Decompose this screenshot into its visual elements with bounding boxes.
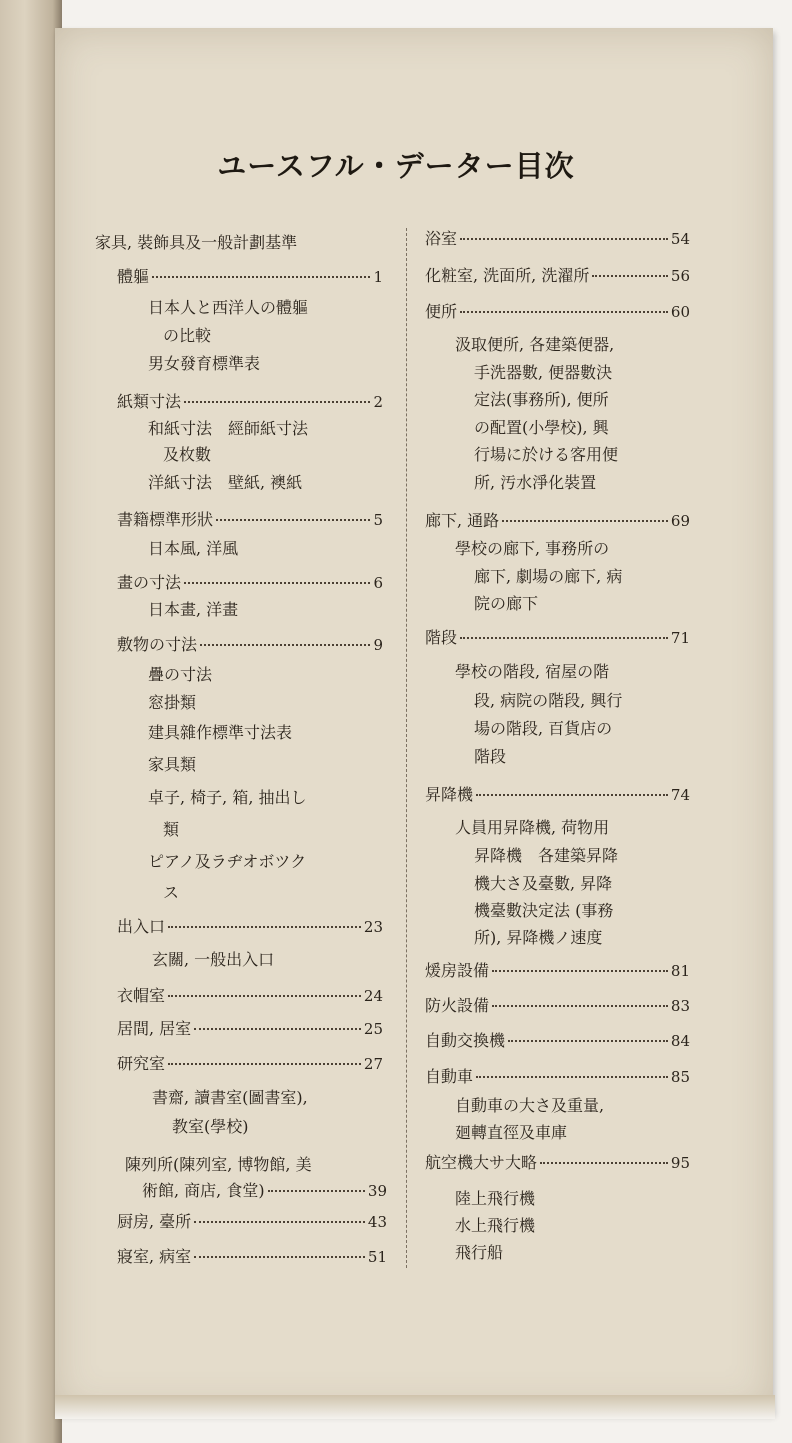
toc-entry-page: 27 bbox=[363, 1055, 383, 1073]
dot-leader bbox=[492, 969, 668, 972]
dot-leader bbox=[184, 400, 370, 403]
dot-leader bbox=[194, 1220, 365, 1223]
toc-entry-label: 防火設備 bbox=[425, 996, 490, 1015]
toc-entry[interactable] bbox=[425, 782, 690, 808]
toc-entry[interactable] bbox=[117, 570, 383, 596]
dot-leader bbox=[476, 1075, 668, 1078]
toc-subline: 人員用昇降機, 荷物用 bbox=[455, 818, 610, 837]
toc-subline: 陳列所(陳列室, 博物館, 美 bbox=[125, 1155, 312, 1174]
toc-entry[interactable] bbox=[425, 993, 690, 1019]
dot-leader bbox=[168, 994, 361, 997]
column-divider bbox=[406, 228, 407, 1268]
toc-subline: 行場に於ける客用便 bbox=[474, 445, 619, 464]
dot-leader bbox=[168, 1062, 361, 1065]
toc-entry-page: 9 bbox=[373, 636, 383, 654]
dot-leader bbox=[184, 581, 370, 584]
toc-entry[interactable] bbox=[425, 226, 690, 252]
toc-entry-label: 居間, 居室 bbox=[117, 1019, 192, 1038]
toc-entry-label: 寢室, 病室 bbox=[117, 1247, 192, 1266]
toc-entry-page: 83 bbox=[670, 997, 690, 1015]
toc-entry[interactable] bbox=[117, 983, 383, 1009]
toc-entry-page: 69 bbox=[670, 512, 690, 530]
toc-entry-page: 43 bbox=[367, 1213, 387, 1231]
toc-subline: 汲取便所, 各建築便器, bbox=[455, 335, 615, 354]
toc-subline: 書齋, 讀書室(圖書室), bbox=[152, 1088, 308, 1107]
toc-entry-label: 自動車 bbox=[425, 1067, 474, 1086]
toc-entry[interactable] bbox=[425, 1064, 690, 1090]
toc-entry-page: 5 bbox=[373, 511, 383, 529]
toc-entry-label: 浴室 bbox=[425, 229, 458, 248]
toc-entry-label: 衣帽室 bbox=[117, 986, 166, 1005]
dot-leader bbox=[592, 274, 668, 277]
toc-entry-label: 紙類寸法 bbox=[117, 392, 182, 411]
toc-subline: 卓子, 椅子, 箱, 抽出し bbox=[148, 788, 307, 807]
toc-subline: 日本風, 洋風 bbox=[148, 539, 239, 558]
toc-subline: 廻轉直徑及車庫 bbox=[455, 1123, 568, 1142]
toc-entry-label: 化粧室, 洗面所, 洗濯所 bbox=[425, 266, 590, 285]
dot-leader bbox=[268, 1189, 365, 1192]
dot-leader bbox=[476, 793, 668, 796]
toc-subline: 洋紙寸法 壁紙, 襖紙 bbox=[148, 473, 303, 492]
toc-subline: 自動車の大さ及重量, bbox=[455, 1096, 605, 1115]
toc-entry[interactable] bbox=[425, 1028, 690, 1054]
toc-entry[interactable] bbox=[425, 508, 690, 534]
dot-leader bbox=[460, 237, 668, 240]
toc-entry-page: 1 bbox=[373, 268, 383, 286]
toc-entry-page: 51 bbox=[367, 1248, 387, 1266]
toc-entry-label: 航空機大サ大略 bbox=[425, 1153, 538, 1172]
toc-entry[interactable] bbox=[117, 1244, 387, 1270]
toc-entry[interactable] bbox=[117, 914, 383, 940]
dot-leader bbox=[460, 310, 668, 313]
toc-subline: 玄關, 一般出入口 bbox=[152, 950, 275, 969]
toc-entry-page: 60 bbox=[670, 303, 690, 321]
toc-entry-page: 54 bbox=[670, 230, 690, 248]
toc-subline: 手洗器數, 便器數決 bbox=[474, 363, 613, 382]
dot-leader bbox=[152, 275, 370, 278]
toc-entry-label: 研究室 bbox=[117, 1054, 166, 1073]
toc-entry-page: 6 bbox=[373, 574, 383, 592]
toc-entry[interactable] bbox=[117, 1016, 383, 1042]
dot-leader bbox=[216, 518, 370, 521]
toc-entry-page: 74 bbox=[670, 786, 690, 804]
toc-entry-label: 厨房, 臺所 bbox=[117, 1212, 192, 1231]
facing-page-edge bbox=[0, 0, 62, 1443]
toc-entry-label: 書籍標準形狀 bbox=[117, 510, 214, 529]
toc-entry-label: 術館, 商店, 食堂) bbox=[142, 1181, 265, 1200]
toc-entry-page: 85 bbox=[670, 1068, 690, 1086]
toc-subline: 學校の廊下, 事務所の bbox=[455, 539, 610, 558]
toc-entry-page: 39 bbox=[367, 1182, 387, 1200]
dot-leader bbox=[194, 1255, 365, 1258]
dot-leader bbox=[492, 1004, 668, 1007]
toc-subline: 定法(事務所), 便所 bbox=[474, 390, 609, 409]
toc-subline: 日本畫, 洋畫 bbox=[148, 600, 239, 619]
toc-subline: 階段 bbox=[474, 747, 507, 766]
toc-entry-page: 25 bbox=[363, 1020, 383, 1038]
toc-subline: 類 bbox=[163, 820, 180, 839]
toc-subline: 段, 病院の階段, 興行 bbox=[474, 691, 623, 710]
toc-subline: ス bbox=[163, 883, 180, 902]
toc-subline: 日本人と西洋人の體軀 bbox=[148, 298, 309, 317]
toc-subline: 窓掛類 bbox=[148, 693, 197, 712]
toc-entry[interactable] bbox=[425, 958, 690, 984]
dot-leader bbox=[540, 1161, 668, 1164]
toc-subline: 學校の階段, 宿屋の階 bbox=[455, 662, 610, 681]
page-bottom-edge bbox=[55, 1395, 775, 1419]
toc-entry-label: 便所 bbox=[425, 302, 458, 321]
toc-subline: の配置(小學校), 興 bbox=[474, 418, 609, 437]
toc-entry-label: 體軀 bbox=[117, 267, 150, 286]
toc-entry[interactable] bbox=[117, 389, 383, 415]
toc-entry-page: 84 bbox=[670, 1032, 690, 1050]
toc-entry-label: 煖房設備 bbox=[425, 961, 490, 980]
toc-entry[interactable] bbox=[425, 625, 690, 651]
toc-subline: 場の階段, 百貨店の bbox=[474, 719, 613, 738]
dot-leader bbox=[508, 1039, 668, 1042]
toc-subline: 飛行船 bbox=[455, 1243, 504, 1262]
toc-subline: 廊下, 劇場の廊下, 病 bbox=[474, 567, 623, 586]
page-title: ユースフル・データー目次 bbox=[217, 149, 575, 183]
toc-entry-page: 2 bbox=[373, 393, 383, 411]
toc-entry-label: 昇降機 bbox=[425, 785, 474, 804]
toc-subline: 機大さ及臺數, 昇降 bbox=[474, 874, 613, 893]
toc-entry[interactable] bbox=[425, 263, 690, 289]
toc-entry[interactable] bbox=[117, 507, 383, 533]
toc-entry-label: 廊下, 通路 bbox=[425, 511, 500, 530]
toc-subline: 及枚數 bbox=[163, 445, 212, 464]
toc-entry-label: 出入口 bbox=[117, 917, 166, 936]
toc-subline: 家具類 bbox=[148, 755, 197, 774]
toc-entry-page: 23 bbox=[363, 918, 383, 936]
toc-entry[interactable] bbox=[117, 1051, 383, 1077]
section-heading: 家具, 裝飾具及一般計劃基準 bbox=[95, 233, 298, 252]
toc-subline: 和紙寸法 經師紙寸法 bbox=[148, 419, 309, 438]
dot-leader bbox=[200, 643, 370, 646]
toc-entry[interactable] bbox=[117, 1209, 387, 1235]
dot-leader bbox=[460, 636, 668, 639]
toc-entry-page: 71 bbox=[670, 629, 690, 647]
toc-entry[interactable] bbox=[425, 299, 690, 325]
toc-subline: 建具雜作標準寸法表 bbox=[148, 723, 293, 742]
toc-subline: 陸上飛行機 bbox=[455, 1189, 536, 1208]
toc-entry-label: 階段 bbox=[425, 628, 458, 647]
toc-subline: 疊の寸法 bbox=[148, 665, 213, 684]
toc-subline: 昇降機 各建築昇降 bbox=[474, 846, 619, 865]
toc-entry-label: 自動交換機 bbox=[425, 1031, 506, 1050]
dot-leader bbox=[168, 925, 361, 928]
toc-entry-page: 24 bbox=[363, 987, 383, 1005]
dot-leader bbox=[502, 519, 668, 522]
toc-entry[interactable] bbox=[142, 1178, 387, 1204]
toc-entry[interactable] bbox=[117, 632, 383, 658]
toc-subline: 男女發育標準表 bbox=[148, 354, 261, 373]
toc-entry-label: 畫の寸法 bbox=[117, 573, 182, 592]
toc-subline: 所, 汚水淨化裝置 bbox=[474, 473, 597, 492]
toc-entry-page: 81 bbox=[670, 962, 690, 980]
toc-subline: 機臺數決定法 (事務 bbox=[474, 901, 614, 920]
toc-entry-page: 95 bbox=[670, 1154, 690, 1172]
toc-subline: 水上飛行機 bbox=[455, 1216, 536, 1235]
toc-subline: 教室(學校) bbox=[172, 1117, 249, 1136]
toc-subline: の比較 bbox=[163, 326, 212, 345]
dot-leader bbox=[194, 1027, 361, 1030]
toc-entry-page: 56 bbox=[670, 267, 690, 285]
toc-entry[interactable] bbox=[425, 1150, 690, 1176]
toc-subline: ピアノ及ラヂオボツク bbox=[148, 852, 307, 871]
toc-subline: 所), 昇降機ノ速度 bbox=[474, 928, 603, 947]
toc-subline: 院の廊下 bbox=[474, 594, 539, 613]
toc-entry-label: 敷物の寸法 bbox=[117, 635, 198, 654]
toc-entry[interactable] bbox=[117, 264, 383, 290]
